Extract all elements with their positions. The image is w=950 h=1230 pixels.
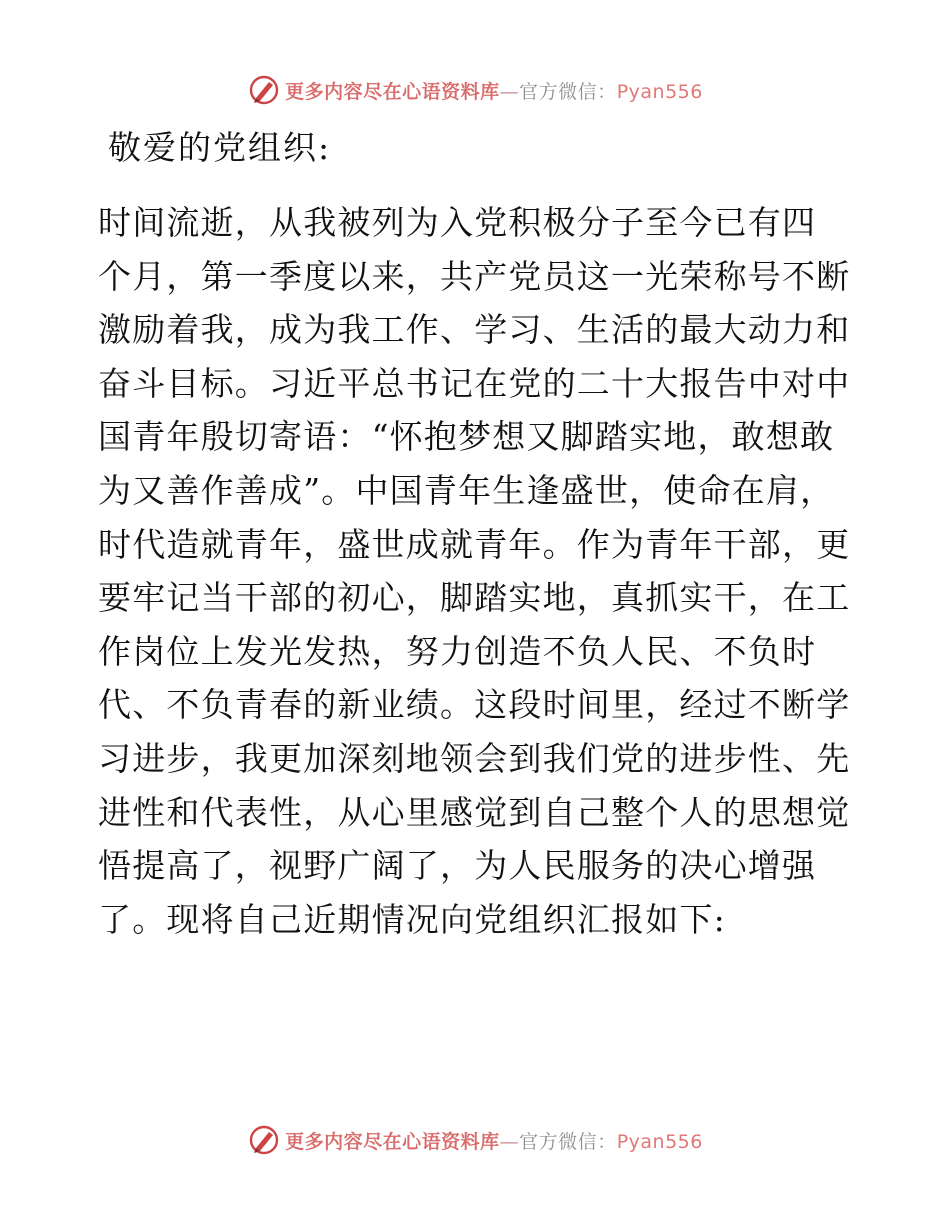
letter-body xyxy=(98,196,858,946)
body-line: 作岗位上发光发热，努力创造不负人民、不负时 xyxy=(98,631,817,671)
body-line: 进性和代表性，从心里感觉到自己整个人的思想觉 xyxy=(98,792,851,832)
body-line: 时代造就青年，盛世成就青年。作为青年干部，更 xyxy=(98,524,851,564)
header-watermark xyxy=(0,70,950,110)
watermark-account: Pyan556 xyxy=(616,80,703,103)
pen-circle-icon xyxy=(247,73,281,107)
body-line: 了。现将自己近期情况向党组织汇报如下: xyxy=(98,899,726,939)
body-line: 为又善作善成”。中国青年生逢盛世，使命在肩， xyxy=(98,470,835,510)
watermark-dash: — xyxy=(499,1130,520,1153)
body-line: 时间流逝，从我被列为入党积极分子至今已有四 xyxy=(98,203,817,242)
footer-watermark xyxy=(0,1120,950,1160)
watermark-site-text: 更多内容尽在心语资料库 xyxy=(285,1130,500,1153)
letter-salutation: 敬爱的党组织: xyxy=(108,128,332,167)
body-line: 要牢记当干部的初心，脚踏实地，真抓实干，在工 xyxy=(98,578,851,618)
watermark-label: 官方微信： xyxy=(519,80,617,103)
watermark-site-text: 更多内容尽在心语资料库 xyxy=(285,80,500,103)
watermark-account: Pyan556 xyxy=(616,1130,703,1153)
watermark-label: 官方微信： xyxy=(519,1130,617,1153)
body-line: 激励着我，成为我工作、学习、生活的最大动力和 xyxy=(98,310,851,350)
body-line: 个月，第一季度以来，共产党员这一光荣称号不断 xyxy=(98,256,851,296)
body-line: 奋斗目标。习近平总书记在党的二十大报告中对中 xyxy=(98,363,851,403)
pen-circle-icon xyxy=(247,1123,281,1157)
body-line: 悟提高了，视野广阔了，为人民服务的决心增强 xyxy=(98,846,817,886)
body-line: 国青年殷切寄语：“怀抱梦想又脚踏实地，敢想敢 xyxy=(98,417,835,457)
body-line: 习进步，我更加深刻地领会到我们党的进步性、先 xyxy=(98,738,851,778)
watermark-dash: — xyxy=(499,80,520,103)
body-line: 代、不负青春的新业绩。这段时间里，经过不断学 xyxy=(98,685,851,725)
